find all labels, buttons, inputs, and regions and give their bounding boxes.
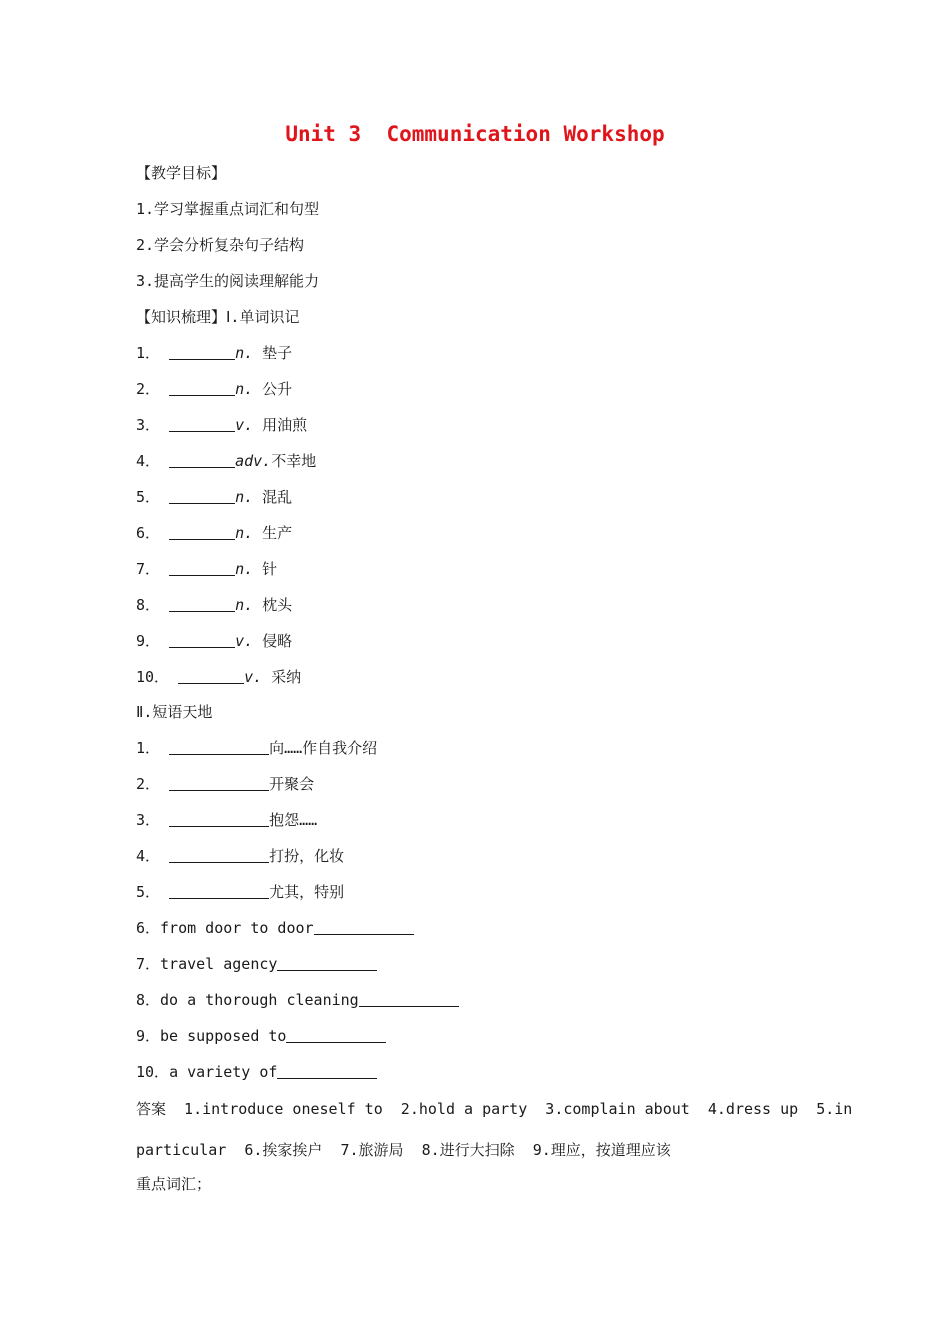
part-of-speech: v. [235, 632, 254, 650]
phrase-text: a variety of [169, 1063, 278, 1081]
answer-blank[interactable] [169, 380, 235, 396]
phrase-text: 抱怨…… [269, 811, 318, 829]
answer-blank[interactable] [169, 596, 235, 612]
answer-blank[interactable] [314, 919, 414, 935]
answer-blank[interactable] [169, 488, 235, 504]
answer-blank[interactable] [169, 847, 269, 863]
phrase-text: 尤其，特别 [269, 883, 345, 901]
knowledge-heading: 【知识梳理】Ⅰ.单词识记 [136, 308, 300, 326]
vocab-number: 9． [136, 632, 161, 650]
vocab-item [136, 595, 292, 615]
phrase-number: 8． [136, 991, 161, 1009]
part-of-speech: n. [235, 344, 254, 362]
phrase-text: from door to door [160, 919, 314, 937]
phrase-number: 7． [136, 955, 161, 973]
part-of-speech: n. [235, 524, 254, 542]
phrase-text: travel agency [160, 955, 278, 973]
answer-line: 答案 1.introduce oneself to 2.hold a party 3.complain about 4.dress up 5.in [136, 1100, 853, 1118]
answer-blank[interactable] [178, 668, 244, 684]
vocab-number: 3． [136, 416, 161, 434]
part-of-speech: n. [235, 560, 254, 578]
phrase-item [136, 954, 377, 974]
phrase-number: 5． [136, 883, 161, 901]
phrase-item [136, 846, 344, 866]
phrase-text: be supposed to [160, 1027, 287, 1045]
answer-blank[interactable] [169, 416, 235, 432]
phrase-number: 9． [136, 1027, 161, 1045]
objectives-heading: 【教学目标】 [136, 164, 227, 182]
phrase-item [136, 810, 317, 830]
vocab-item [136, 343, 292, 363]
vocab-number: 2． [136, 380, 161, 398]
vocab-item [136, 523, 292, 543]
part-of-speech: v. [244, 668, 263, 686]
answer-blank[interactable] [169, 524, 235, 540]
vocab-item [136, 559, 277, 579]
phrase-number: 2． [136, 775, 161, 793]
answer-blank[interactable] [169, 811, 269, 827]
answer-blank[interactable] [359, 991, 459, 1007]
vocab-item [136, 667, 301, 687]
part-of-speech: adv. [235, 452, 272, 470]
answer-blank[interactable] [169, 452, 235, 468]
vocab-meaning: 采纳 [262, 668, 302, 686]
phrase-item [136, 774, 314, 794]
answer-blank[interactable] [169, 883, 269, 899]
answer-line: particular 6.挨家挨户 7.旅游局 8.进行大扫除 9.理应，按道理应该 [136, 1141, 671, 1159]
footer-heading: 重点词汇； [136, 1175, 212, 1193]
part-of-speech: n. [235, 596, 254, 614]
objective-item: 1.学习掌握重点词汇和句型 [136, 200, 320, 218]
objective-item: 2.学会分析复杂句子结构 [136, 236, 305, 254]
vocab-item [136, 415, 307, 435]
objective-item: 3.提高学生的阅读理解能力 [136, 272, 320, 290]
vocab-meaning: 用油煎 [253, 416, 308, 434]
phrases-heading: Ⅱ.短语天地 [136, 703, 213, 721]
phrase-item [136, 990, 459, 1010]
phrase-item [136, 1026, 386, 1046]
vocab-number: 1． [136, 344, 161, 362]
vocab-meaning: 生产 [253, 524, 293, 542]
phrase-item [136, 1062, 377, 1082]
vocab-meaning: 不幸地 [271, 452, 317, 470]
vocab-meaning: 公升 [253, 380, 293, 398]
phrase-text: 开聚会 [269, 775, 315, 793]
phrase-number: 6． [136, 919, 161, 937]
page-title: Unit 3 Communication Workshop [285, 122, 665, 146]
part-of-speech: n. [235, 488, 254, 506]
vocab-meaning: 侵略 [253, 632, 293, 650]
part-of-speech: n. [235, 380, 254, 398]
vocab-meaning: 垫子 [253, 344, 293, 362]
answer-blank[interactable] [169, 739, 269, 755]
vocab-meaning: 针 [253, 560, 278, 578]
answer-blank[interactable] [277, 1063, 377, 1079]
vocab-item [136, 631, 292, 651]
phrase-text: 向……作自我介绍 [269, 739, 378, 757]
vocab-number: 7． [136, 560, 161, 578]
answer-blank[interactable] [169, 344, 235, 360]
phrase-number: 10． [136, 1063, 170, 1081]
vocab-number: 4． [136, 452, 161, 470]
vocab-number: 8． [136, 596, 161, 614]
phrase-number: 1． [136, 739, 161, 757]
answer-blank[interactable] [277, 955, 377, 971]
phrase-text: 打扮，化妆 [269, 847, 345, 865]
phrase-item [136, 738, 377, 758]
answer-blank[interactable] [169, 560, 235, 576]
phrase-item [136, 882, 344, 902]
vocab-item [136, 379, 292, 399]
vocab-meaning: 混乱 [253, 488, 293, 506]
vocab-number: 6． [136, 524, 161, 542]
vocab-item [136, 487, 292, 507]
part-of-speech: v. [235, 416, 254, 434]
phrase-text: do a thorough cleaning [160, 991, 359, 1009]
phrase-number: 3． [136, 811, 161, 829]
answer-blank[interactable] [169, 632, 235, 648]
vocab-item [136, 451, 316, 471]
phrase-number: 4． [136, 847, 161, 865]
answer-blank[interactable] [169, 775, 269, 791]
phrase-item [136, 918, 414, 938]
answer-blank[interactable] [286, 1027, 386, 1043]
vocab-meaning: 枕头 [253, 596, 293, 614]
vocab-number: 10． [136, 668, 170, 686]
vocab-number: 5． [136, 488, 161, 506]
